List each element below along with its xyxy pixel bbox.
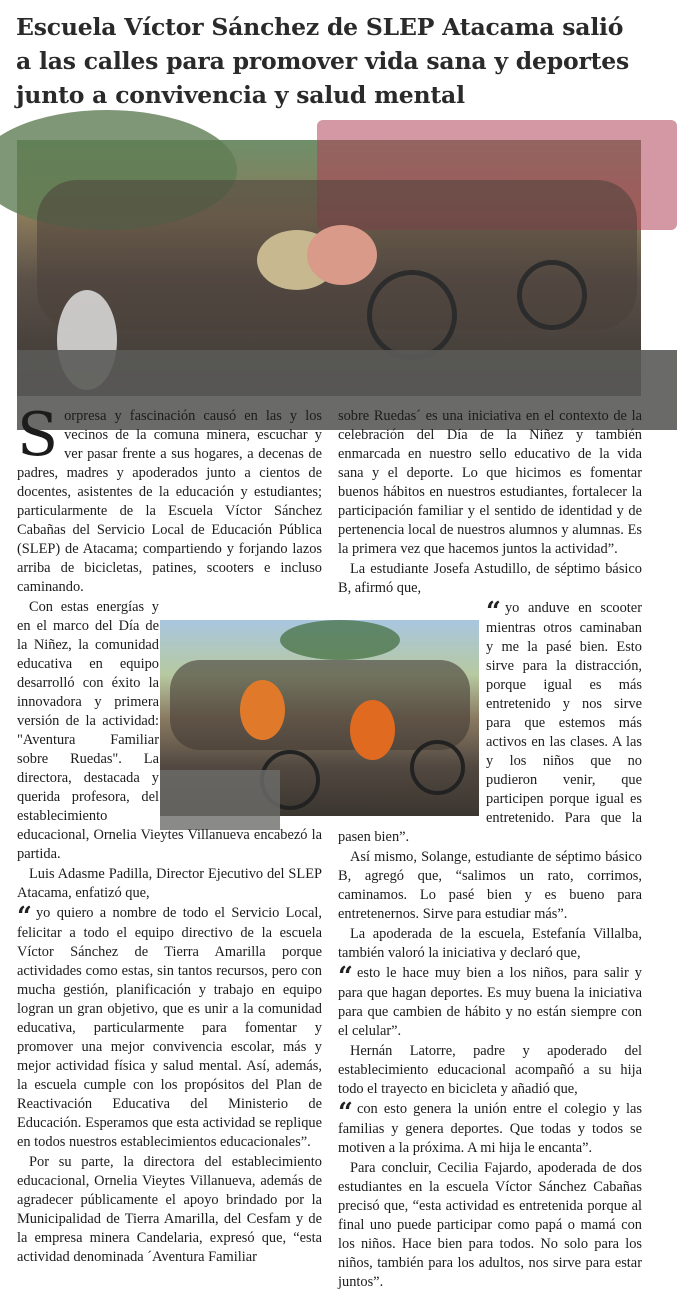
paragraph: Por su parte, la directora del establecimiento educacional, Ornelia Vieytes Villanueva, además de agradecer públicamente el apoyo brindado por la Municipalidad de Tierra Amarilla, del Cesfam y de la empresa minera Candelaria, expresó que, “esta actividad denominada ´Aventura Familiar bbox=[17, 1154, 322, 1265]
article-column-left bbox=[17, 400, 322, 1277]
quote-mark-icon: “ bbox=[338, 1098, 353, 1128]
paragraph: Para concluir, Cecilia Fajardo, apoderada de dos estudiantes en la escuela Víctor Sánchez Cabañas precisó que, “esta actividad es entretenida porque al final uno puede participar como papá o mamá con los niños. Hace bien para todos. No solo para los niños, también para los adultos, nos sirve para estar juntos”. bbox=[338, 1160, 642, 1290]
quote-paragraph: “ esto le hace muy bien a los niños, para salir y para que hagan deportes. Es muy buena la iniciativa para que cambien de hábito y no están siempre con el celular”. bbox=[338, 962, 642, 1039]
quote-paragraph: “ con esto genera la unión entre el colegio y las familias y genera deportes. Que todas y todos se motiven a la próxima. A mi hija le encanta”. bbox=[338, 1098, 642, 1156]
paragraph: Luis Adasme Padilla, Director Ejecutivo del SLEP Atacama, enfatizó que, bbox=[17, 866, 322, 901]
paragraph: La apoderada de la escuela, Estefanía Villalba, también valoró la iniciativa y declaró que, bbox=[338, 926, 642, 961]
paragraph: La estudiante Josefa Astudillo, de séptimo básico B, afirmó que, bbox=[338, 561, 642, 596]
quote-mark-icon: “ bbox=[17, 902, 32, 932]
quote-mark-icon: “ bbox=[338, 962, 353, 992]
paragraph: Con estas energías y en el marco del Día de la Niñez, la comunidad educativa en equipo desarrolló con éxito la innovadora y primera versión de la actividad: "Aventura Familiar sobre Ruedas". La directora, destacada y querida profesora, del establecimiento educacional, Ornelia Vieytes Villanueva encabezó la partida. bbox=[17, 599, 322, 862]
article-column-right bbox=[338, 407, 642, 1290]
dropcap: S bbox=[17, 400, 59, 470]
article-headline: Escuela Víctor Sánchez de SLEP Atacama salió a las calles para promover vida sana y deportes junto a convivencia y salud mental bbox=[16, 13, 630, 109]
quote-paragraph: “ yo anduve en scooter mientras otros caminaban y me la pasé bien. Esto sirve para la distracción, porque igual es más entretenido y nos sirve para que estemos más activos en las clases. A las y los niños que no pudieron venir, que participen porque igual es entretenido. Para que la pasen bien”. bbox=[338, 597, 642, 845]
paragraph: Así mismo, Solange, estudiante de séptimo básico B, agregó que, “salimos un rato, corrimos, caminamos. Lo pasé bien y es bueno para entretenernos. Sirve para estudiar más”. bbox=[338, 849, 642, 922]
main-photo bbox=[17, 140, 641, 396]
quote-mark-icon: “ bbox=[486, 597, 501, 627]
paragraph: sobre Ruedas´ es una iniciativa en el contexto de la celebración del Día de la Niñez y también enmarcada en nuestro sello educativo de la vida sana y el deporte. Lo que hicimos es fomentar buenos hábitos en nuestros estudiantes, fortalecer la participación familiar y el sentido de identidad y de pertenencia local de nuestros alumnos y alumnas. Es la primera vez que hacemos juntos la actividad”. bbox=[338, 408, 642, 557]
paragraph: Sorpresa y fascinación causó en las y los vecinos de la comuna minera, escuchar y ver pasar frente a sus hogares, a decenas de padres, madres y apoderados junto a cientos de docentes, asistentes de la educación y estudiantes; particularmente de la Escuela Víctor Sánchez Cabañas del Servicio Local de Educación Pública (SLEP) de Atacama; compartiendo y forjando lazos arriba de bicicletas, patines, scooters e incluso caminando. bbox=[17, 400, 322, 595]
paragraph: Hernán Latorre, padre y apoderado del establecimiento educacional acompañó a su hija todo el trayecto en bicicleta y añadió que, bbox=[338, 1043, 642, 1097]
quote-paragraph: “ yo quiero a nombre de todo el Servicio Local, felicitar a todo el equipo directivo de la escuela Víctor Sánchez de Tierra Amarilla porque actividades como estas, sin tantos recursos, pero con mucha gestión, planificación y trabajo en equipo logran un gran objetivo, que es unir a la comunidad educativa, particularmente para fomentar y promover una mejor convivencia escolar, más y mejor actividad física y salud mental. Así, además, la escuela cumple con los propósitos del Plan de Reactivación Educativa del Ministerio de Educación. Esperamos que esta actividad se replique en todos nuestros establecimientos educacionales”. bbox=[17, 902, 322, 1150]
